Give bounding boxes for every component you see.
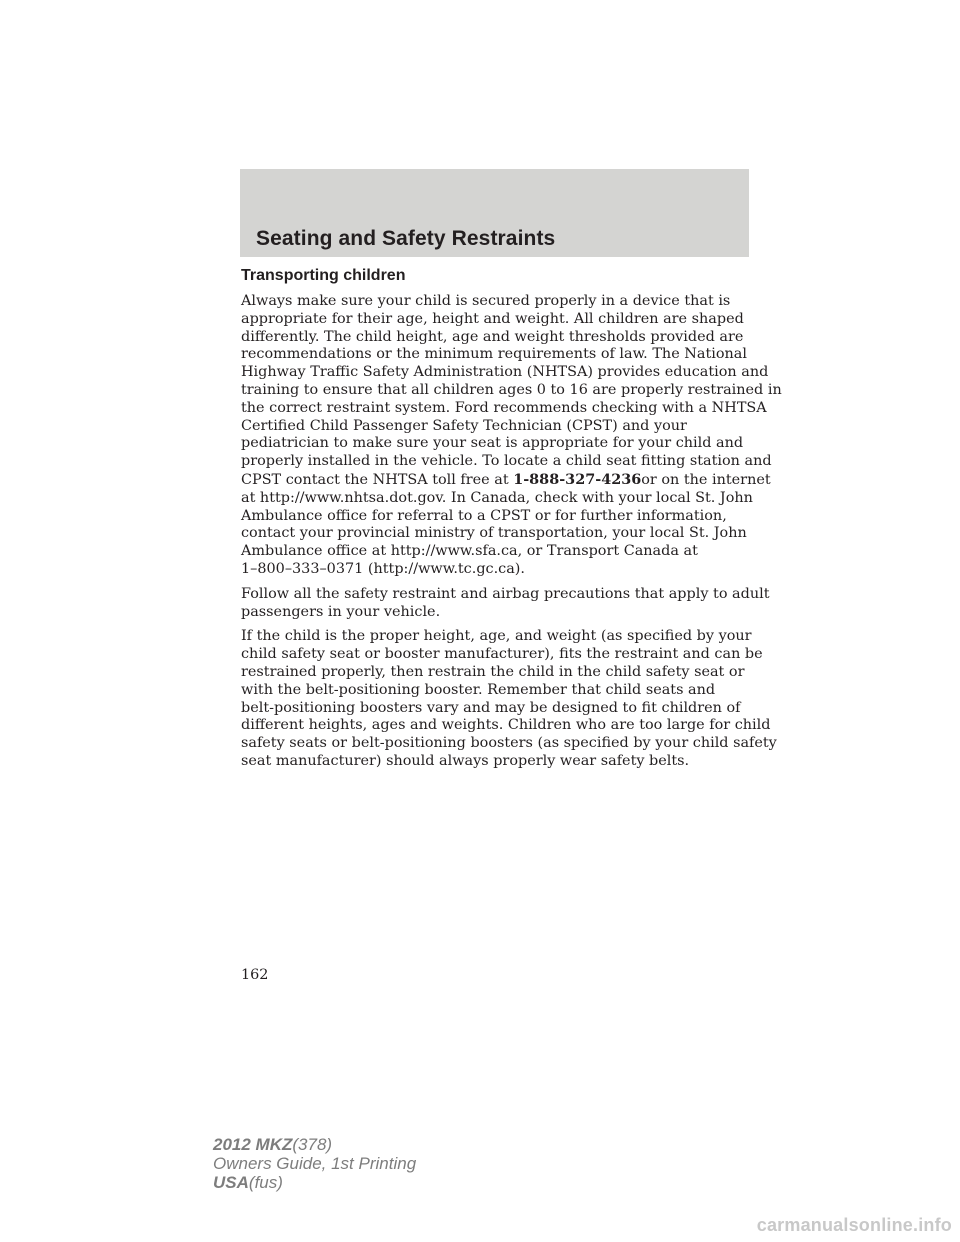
text-line: Always make sure your child is secured properly in a device that is [241,293,731,309]
page-content [241,266,782,778]
text-line: If the child is the proper height, age, and weight (as specified by your [241,628,752,645]
text-line: passengers in your vehicle. [241,603,441,620]
paragraph-proper-restraint [241,628,777,770]
subheading-transporting-children: Transporting children [241,267,406,284]
text-line: at http://www.nhtsa.dot.gov. In Canada, check with your local St. John [241,489,753,506]
text-line: Ambulance office for referral to a CPST or for further information, [241,507,727,524]
text-line-with-phone [241,470,771,490]
text-line: 1–800–333–0371 (http://www.tc.gc.ca). [241,560,525,577]
footer-guide-line: Owners Guide, 1st Printing [213,1154,417,1173]
text-line: belt-positioning boosters vary and may be designed to fit children of [241,699,741,716]
paragraph-child-restraint-info [241,293,782,579]
text-line: pediatrician to make sure your seat is appropriate for your child and [241,435,744,452]
text-line: differently. The child height, age and weight thresholds provided are [241,328,744,345]
text-line: restrained properly, then restrain the child in the child safety seat or [241,663,745,680]
text-line: different heights, ages and weights. Children who are too large for child [241,717,771,734]
text-line: safety seats or belt-positioning boosters (as specified by your child safety [241,735,777,752]
site-watermark: carmanualsonline.info [756,1215,952,1235]
text-line: appropriate for their age, height and weight. All children are shaped [241,310,744,327]
text-line: Follow all the safety restraint and airbag precautions that apply to adult [241,585,770,602]
footer-market: USA [213,1173,249,1192]
text-line: training to ensure that all children ages 0 to 16 are properly restrained in [241,381,782,398]
text-line: the correct restraint system. Ford recommends checking with a NHTSA [241,399,767,416]
text-line: with the belt-positioning booster. Remember that child seats and [241,681,716,698]
nhtsa-phone-number: 1-888-327-4236 [513,470,642,488]
footer-model: 2012 MKZ [213,1135,293,1154]
section-title: Seating and Safety Restraints [256,227,556,250]
section-header-band [240,169,749,257]
paragraph-follow-precautions [241,585,770,622]
page-number: 162 [241,967,269,983]
footer-model-code: (378) [292,1135,333,1154]
text-line: recommendations or the minimum requirements of law. The National [241,346,747,363]
footer-market-line [213,1173,416,1192]
text-line: contact your provincial ministry of transportation, your local St. John [241,525,747,542]
text-line: child safety seat or booster manufacturer), fits the restraint and can be [241,646,763,663]
footer-model-line [213,1135,416,1154]
text-line: Certified Child Passenger Safety Technician (CPST) and your [241,417,687,434]
text-line: Ambulance office at http://www.sfa.ca, or Transport Canada at [241,543,698,560]
text-line: seat manufacturer) should always properly wear safety belts. [241,752,690,769]
phone-trail-text: or on the internet [641,471,771,488]
print-footer [213,1135,416,1192]
text-line: Highway Traffic Safety Administration (NHTSA) provides education and [241,364,769,381]
footer-market-code: (fus) [248,1173,283,1192]
text-line: properly installed in the vehicle. To locate a child seat fitting station and [241,453,772,470]
phone-lead-text: CPST contact the NHTSA toll free at [241,471,514,488]
